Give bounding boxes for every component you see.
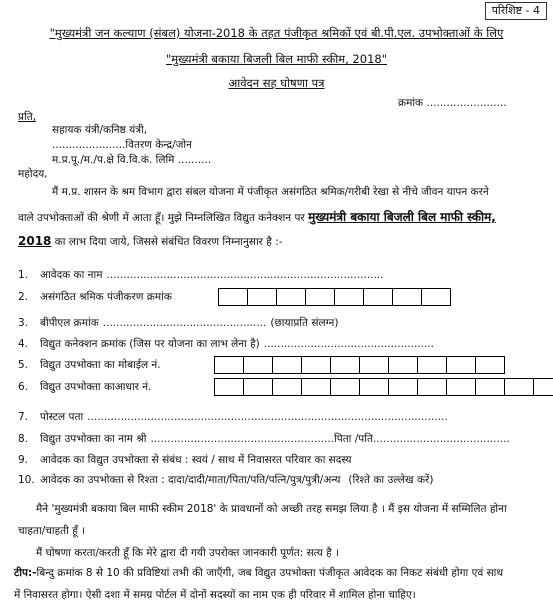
digit-box[interactable] xyxy=(301,378,331,396)
field-number: 2. xyxy=(18,291,29,303)
digit-box[interactable] xyxy=(330,356,360,374)
field-worker-registration xyxy=(18,288,451,306)
mobile-number-boxes[interactable] xyxy=(214,356,505,374)
intro-line-3-text: का लाभ दिया जाये, जिससे संबंधित विवरण निम्नानुसार है :- xyxy=(51,236,283,248)
digit-box[interactable] xyxy=(475,378,505,396)
field-label: विद्युत उपभोक्ता काआधार नं. xyxy=(40,381,152,393)
field-label: बीपीएल क्रमांक xyxy=(40,317,99,329)
digit-box[interactable] xyxy=(272,356,302,374)
field-number: 3. xyxy=(18,317,29,329)
address-to: प्रति, xyxy=(18,111,37,123)
annex-label: परिशिष्ट - 4 xyxy=(485,2,547,20)
digit-box[interactable] xyxy=(417,356,447,374)
header-line-2: "मुख्यमंत्री बकाया बिजली बिल माफी स्कीम, 2018" xyxy=(166,52,387,66)
declaration-line-3: मैं घोषणा करता/करती हूँ कि मेरे द्वारा दी गयी उपरोक्त जानकारी पूर्णत: सत्य है । xyxy=(36,547,340,559)
field-aadhaar-number xyxy=(18,378,553,396)
serial-number xyxy=(398,96,507,110)
digit-box[interactable] xyxy=(363,288,393,306)
applicant-name-blank[interactable]: ................................................................................... xyxy=(106,269,384,281)
field-label: पोस्टल पता xyxy=(40,411,84,423)
serial-label: क्रमांक xyxy=(398,97,424,109)
scheme-name: मुख्यमंत्री बकाया बिजली बिल माफी स्कीम, xyxy=(308,210,496,224)
registration-number-boxes[interactable] xyxy=(218,288,451,306)
declaration-line-1: मैने 'मुख्यमंत्री बकाया बिल माफी स्कीम 2018' के प्रावधानों को अच्छी तरह समझ लिया है । मैं इस योजना में सम्मिलित होना xyxy=(36,503,507,515)
digit-box[interactable] xyxy=(475,356,505,374)
digit-box[interactable] xyxy=(504,378,534,396)
header-line-1: "मुख्यमंत्री जन कल्याण (संबल) योजना-2018 के तहत पंजीकृत श्रमिकों एवं बी.पी.एल. उपभोक्ताओं के लिए xyxy=(49,26,504,40)
field-connection-number xyxy=(18,337,434,351)
father-husband-blank[interactable]: ........................................ xyxy=(376,433,510,445)
digit-box[interactable] xyxy=(417,378,447,396)
aadhaar-number-boxes[interactable] xyxy=(214,378,553,396)
field-number: 5. xyxy=(18,359,29,371)
address-line-2: ......................वितरण केन्द्र/जोन xyxy=(52,139,192,151)
digit-box[interactable] xyxy=(243,378,273,396)
digit-box[interactable] xyxy=(214,356,244,374)
scheme-year: 2018 xyxy=(18,234,52,248)
digit-box[interactable] xyxy=(276,288,306,306)
field-number: 1. xyxy=(18,269,29,281)
field-postal-address xyxy=(18,410,448,424)
digit-box[interactable] xyxy=(359,378,389,396)
intro-line-2 xyxy=(18,207,496,228)
field-consumer-name xyxy=(18,432,510,446)
serial-blank[interactable]: ........................ xyxy=(426,97,507,109)
field-number: 4. xyxy=(18,338,29,350)
field-label: विद्युत उपभोक्ता का मोबाईल नं. xyxy=(40,359,161,371)
consumer-name-blank[interactable]: ....................................................... xyxy=(150,433,335,445)
address-line-3: म.प्र.पू./म./प.क्षे वि.वि.कं. लिमि .......... xyxy=(52,154,212,166)
father-husband-label: पिता /पति. xyxy=(334,433,377,445)
digit-box[interactable] xyxy=(421,288,451,306)
note-text-1: बिन्दु क्रमांक 8 से 10 की प्रविष्टियां तभी की जाएँगी, जब विद्युत उपभोक्ता पंजीकृत आवेदक का निकट संबंधी होगा एवं साथ xyxy=(36,567,504,579)
field-note: (रिश्ते का उल्लेख करें) xyxy=(348,474,434,486)
digit-box[interactable] xyxy=(446,356,476,374)
connection-number-blank[interactable]: ................................................... xyxy=(263,338,434,350)
field-number: 10. xyxy=(18,474,35,486)
digit-box[interactable] xyxy=(388,378,418,396)
field-note: (छायाप्रति संलग्न) xyxy=(270,317,339,329)
salutation: महोदय, xyxy=(18,168,48,180)
digit-box[interactable] xyxy=(392,288,422,306)
field-relation-to-consumer xyxy=(18,453,352,467)
digit-box[interactable] xyxy=(218,288,248,306)
field-label: आवेदक का विद्युत उपभोक्ता से संबंध : स्वयं / साथ में निवासरत परिवार का सदस्य xyxy=(40,454,352,466)
declaration-line-2: चाहता/चाहती हूँ । xyxy=(18,525,86,537)
digit-box[interactable] xyxy=(388,356,418,374)
field-mobile-number xyxy=(18,356,505,374)
digit-box[interactable] xyxy=(305,288,335,306)
bpl-number-blank[interactable]: ................................................. xyxy=(102,317,267,329)
field-number: 9. xyxy=(18,454,29,466)
intro-line-3 xyxy=(18,231,283,252)
field-number: 6. xyxy=(18,381,29,393)
digit-box[interactable] xyxy=(247,288,277,306)
digit-box[interactable] xyxy=(272,378,302,396)
field-relationship xyxy=(18,473,433,487)
field-label: विद्युत कनेक्शन क्रमांक (जिस पर योजना का लाभ लेना है) xyxy=(40,338,260,350)
digit-box[interactable] xyxy=(214,378,244,396)
field-label: विद्युत उपभोक्ता का नाम श्री xyxy=(40,433,147,445)
digit-box[interactable] xyxy=(359,356,389,374)
digit-box[interactable] xyxy=(334,288,364,306)
note-line-2: में निवासरत होगा। ऐसी दशा में समग्र पोर्टल में दोनों सदस्यों का नाम एक ही परिवार में शामिल होना चाहिए। xyxy=(14,589,416,601)
intro-line-1: मैं म.प्र. शासन के श्रम विभाग द्वारा संबल योजना में पंजीकृत असंगठित श्रमिक/गरीबी रेखा से नीचे जीवन यापन करने xyxy=(52,186,489,198)
digit-box[interactable] xyxy=(446,378,476,396)
address-line-1: सहायक यंत्री/कनिष्ठ यंत्री, xyxy=(52,124,148,136)
field-number: 7. xyxy=(18,411,29,423)
digit-box[interactable] xyxy=(243,356,273,374)
digit-box[interactable] xyxy=(330,378,360,396)
field-label: आवेदक का उपभोक्ता से रिश्ता : दादा/दादी/माता/पिता/पति/पत्नि/पुत्र/पुत्री/अन्य xyxy=(40,474,341,486)
postal-address-blank[interactable]: ............................................................................................................ xyxy=(87,411,448,423)
field-label: असंगठित श्रमिक पंजीकरण क्रमांक xyxy=(40,291,172,303)
digit-box[interactable] xyxy=(301,356,331,374)
intro-line-2-text: वाले उपभोक्ताओं की श्रेणी में आता हूँ। मुझे निम्नलिखित विद्युत कनेक्शन पर xyxy=(18,212,309,224)
field-number: 8. xyxy=(18,433,29,445)
note-prefix: टीप:- xyxy=(14,567,37,579)
note-line-1 xyxy=(14,563,503,583)
digit-box[interactable] xyxy=(533,378,553,396)
field-bpl-number xyxy=(18,316,338,330)
field-label: आवेदक का नाम xyxy=(40,269,103,281)
header-line-3: आवेदन सह घोषणा पत्र xyxy=(228,76,325,90)
field-applicant-name xyxy=(18,268,384,282)
